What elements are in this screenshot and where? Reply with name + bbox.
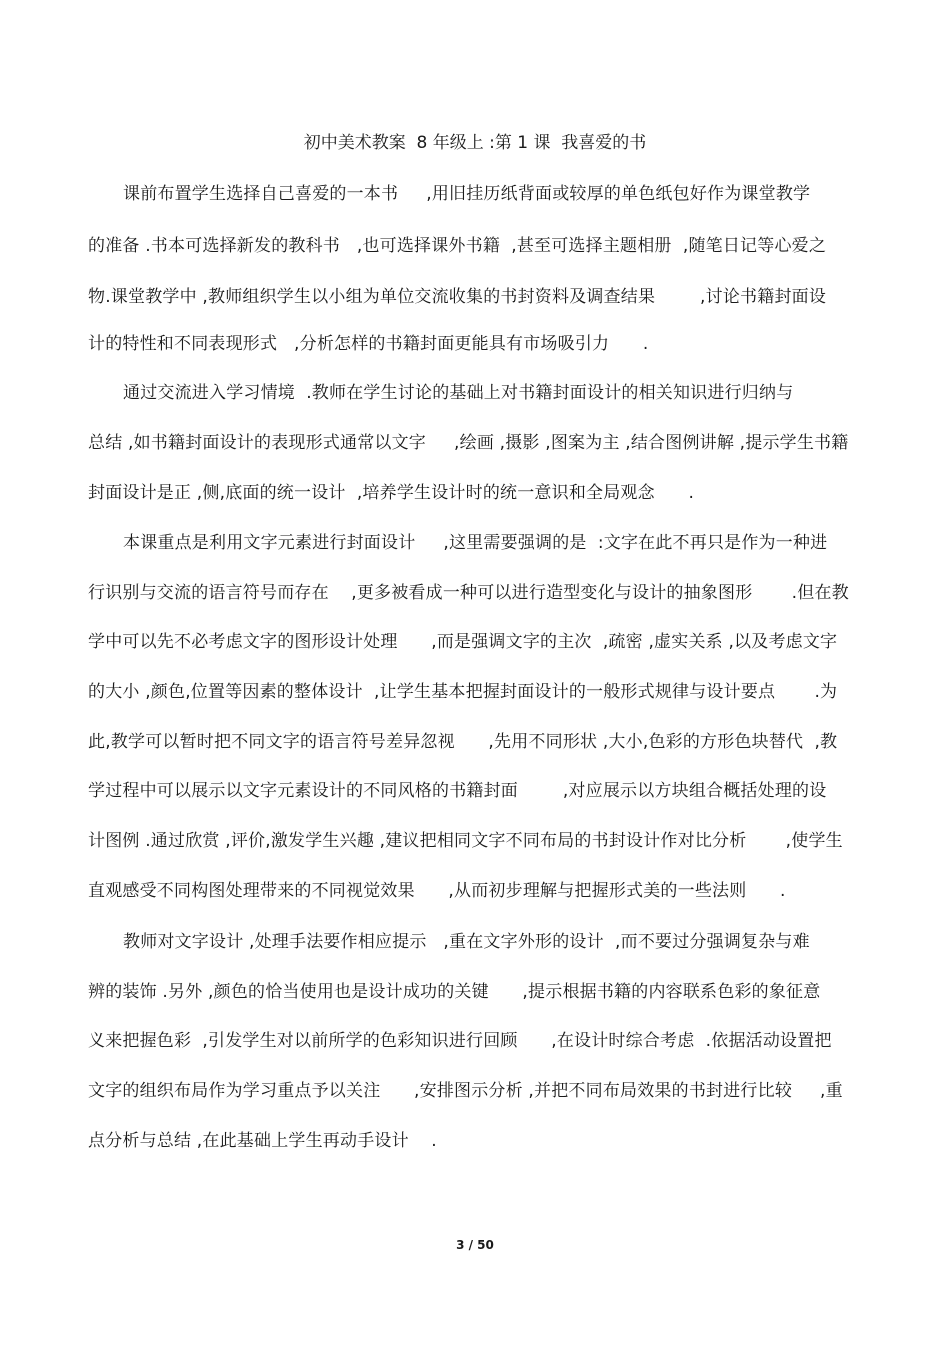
paragraph-1-line-4: 计的特性和不同表现形式 ,分析怎样的书籍封面更能具有市场吸引力 . [88, 334, 649, 354]
paragraph-3-line-1: 本课重点是利用文字元素进行封面设计 ,这里需要强调的是 :文字在此不再只是作为一种进 [123, 533, 828, 553]
paragraph-3-line-7: 计图例 .通过欣赏 ,评价,激发学生兴趣 ,建议把相同文字不同布局的书封设计作对比分析 ,使学生 [88, 831, 843, 851]
paragraph-3-line-4: 的大小 ,颜色,位置等因素的整体设计 ,让学生基本把握封面设计的一般形式规律与设计要点 .为 [88, 682, 838, 702]
paragraph-2-line-1: 通过交流进入学习情境 .教师在学生讨论的基础上对书籍封面设计的相关知识进行归纳与 [123, 383, 794, 403]
page-number: 3 / 50 [456, 1238, 494, 1252]
paragraph-1-line-1: 课前布置学生选择自己喜爱的一本书 ,用旧挂历纸背面或较厚的单色纸包好作为课堂教学 [123, 184, 811, 204]
paragraph-4-line-4: 文字的组织布局作为学习重点予以关注 ,安排图示分析 ,并把不同布局效果的书封进行比较 ,重 [88, 1081, 843, 1101]
page-title: 初中美术教案 8 年级上 :第 1 课 我喜爱的书 [303, 133, 647, 153]
paragraph-2-line-3: 封面设计是正 ,侧,底面的统一设计 ,培养学生设计时的统一意识和全局观念 . [88, 483, 695, 503]
paragraph-4-line-3: 义来把握色彩 ,引发学生对以前所学的色彩知识进行回顾 ,在设计时综合考虑 .依据活动设置把 [88, 1031, 832, 1051]
paragraph-3-line-5: 此,教学可以暂时把不同文字的语言符号差异忽视 ,先用不同形状 ,大小,色彩的方形色块替代 ,教 [88, 732, 838, 752]
paragraph-4-line-2: 辨的装饰 .另外 ,颜色的恰当使用也是设计成功的关键 ,提示根据书籍的内容联系色彩的象征意 [88, 982, 821, 1002]
paragraph-3-line-3: 学中可以先不必考虑文字的图形设计处理 ,而是强调文字的主次 ,疏密 ,虚实关系 ,以及考虑文字 [88, 632, 838, 652]
paragraph-3-line-6: 学过程中可以展示以文字元素设计的不同风格的书籍封面 ,对应展示以方块组合概括处理的设 [88, 781, 827, 801]
paragraph-3-line-8: 直观感受不同构图处理带来的不同视觉效果 ,从而初步理解与把握形式美的一些法则 . [88, 881, 786, 901]
paragraph-2-line-2: 总结 ,如书籍封面设计的表现形式通常以文字 ,绘画 ,摄影 ,图案为主 ,结合图例讲解 ,提示学生书籍 [88, 433, 849, 453]
paragraph-1-line-3: 物.课堂教学中 ,教师组织学生以小组为单位交流收集的书封资料及调查结果 ,讨论书籍封面设 [88, 287, 827, 307]
paragraph-4-line-5: 点分析与总结 ,在此基础上学生再动手设计 . [88, 1131, 437, 1151]
paragraph-4-line-1: 教师对文字设计 ,处理手法要作相应提示 ,重在文字外形的设计 ,而不要过分强调复杂与难 [123, 932, 810, 952]
paragraph-1-line-2: 的准备 .书本可选择新发的教科书 ,也可选择课外书籍 ,甚至可选择主题相册 ,随笔日记等心爱之 [88, 236, 827, 256]
paragraph-3-line-2: 行识别与交流的语言符号而存在 ,更多被看成一种可以进行造型变化与设计的抽象图形 .但在教 [88, 583, 849, 603]
